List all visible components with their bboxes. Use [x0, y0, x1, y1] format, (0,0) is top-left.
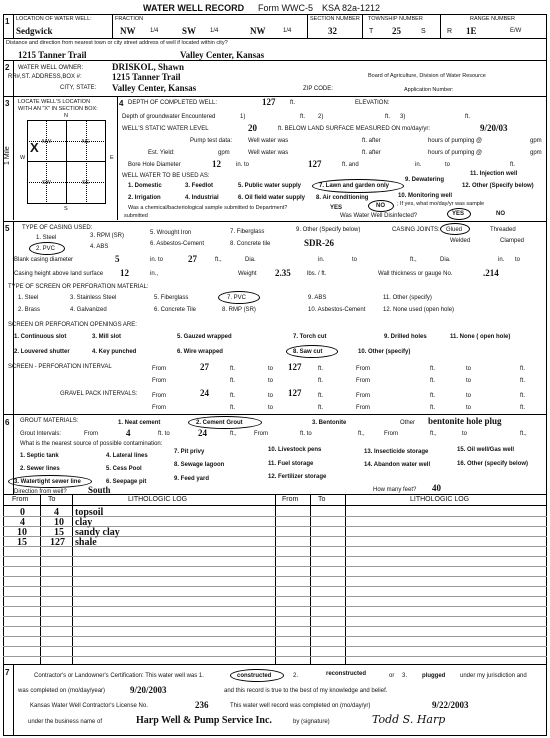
cert-constructed-oval: [230, 669, 284, 682]
record-date-value: 9/22/2003: [432, 700, 469, 710]
log-row-desc: topsoil: [75, 507, 104, 518]
log-row-desc: clay: [75, 517, 93, 528]
location-label: LOCATION OF WATER WELL:: [16, 16, 92, 22]
log-row-to: 4: [54, 507, 59, 518]
section-number-7: 7: [5, 668, 10, 677]
section-number-6: 6: [5, 418, 10, 427]
grout-cement: 2. Cement Grout: [196, 420, 243, 426]
signature: Todd S. Harp: [372, 713, 446, 726]
fraction-2: SW: [182, 26, 197, 36]
distance-label: Distance and direction from nearest town or city street address of well if located within city?: [6, 40, 228, 46]
log-row-to: 10: [54, 517, 64, 528]
log-header-from: From: [12, 496, 29, 503]
log-row-from: 0: [20, 507, 25, 518]
section-number-1: 1: [5, 17, 10, 26]
township-label: TOWNSHIP NUMBER: [368, 16, 423, 22]
depth-value: 127: [262, 97, 276, 107]
owner-label: WATER WELL OWNER:: [18, 65, 84, 71]
owner-value: DRISKOL, Shawn: [112, 62, 185, 72]
rr-label: RR#,ST. ADDRESS,BOX #:: [8, 74, 82, 80]
disinfected-yes: YES: [452, 211, 465, 217]
direction-value: South: [88, 485, 111, 495]
casing-pvc-oval: [29, 242, 65, 255]
perf-to-value: 127: [288, 362, 302, 372]
log-row-to: 15: [54, 527, 64, 538]
cert-constructed: constructed: [237, 673, 272, 679]
static-level-value: 20: [248, 123, 257, 133]
zip-label: ZIP CODE:: [303, 86, 333, 92]
section-number-5: 5: [5, 224, 10, 233]
locate-label-2: WITH AN "X" IN SECTION BOX:: [18, 106, 98, 112]
distance-value: 1215 Tanner Trail: [18, 50, 87, 60]
gravel-to-value: 127: [288, 388, 302, 398]
distance-value-city: Valley Center, Kansas: [180, 50, 265, 60]
section-number-label: SECTION NUMBER: [310, 16, 360, 22]
log-rule-line: [3, 636, 547, 637]
screen-pvc: 7. PVC: [227, 295, 247, 301]
log-rule-line: [3, 616, 547, 617]
sample-no-oval: [368, 200, 394, 212]
city-label: CITY, STATE:: [60, 85, 97, 91]
form-number: Form WWC-5: [258, 3, 313, 13]
locate-label: LOCATE WELL'S LOCATION: [18, 99, 91, 105]
city-value: Valley Center, Kansas: [112, 83, 197, 93]
log-rule-line: [3, 606, 547, 607]
range-value: 1E: [466, 26, 477, 36]
contam-watertight-sewer-oval: [8, 475, 92, 488]
bore-diameter-value: 12: [212, 159, 221, 169]
grout-to-value: 24: [198, 428, 207, 438]
one-mile-label: 1 Mile: [4, 146, 11, 165]
log-row-from: 10: [17, 527, 27, 538]
well-location-x-mark: X: [30, 140, 39, 155]
log-row-from: 4: [20, 517, 25, 528]
section-number-2: 2: [5, 63, 10, 72]
joints-glued: Glued: [446, 227, 463, 233]
log-row-to: 127: [50, 537, 65, 548]
log-rule-line: [3, 626, 547, 627]
fraction-label: FRACTION: [115, 16, 144, 22]
township-value: 25: [392, 26, 401, 36]
sample-no: NO: [376, 203, 385, 209]
section-number-4: 4: [119, 99, 124, 108]
blank-casing-to-value: 27: [188, 254, 197, 264]
log-row-from: 15: [17, 537, 27, 548]
perf-from-value: 27: [200, 362, 209, 372]
county-value: Sedgwick: [16, 26, 53, 36]
casing-height-value: 12: [120, 268, 129, 278]
use-selected-oval: [312, 179, 404, 193]
log-row-desc: shale: [75, 537, 97, 548]
board-label: Board of Agriculture, Division of Water Resource: [368, 73, 486, 79]
weight-value: 2.35: [275, 268, 291, 278]
log-rule-line: [3, 566, 547, 567]
opening-saw-cut-oval: [286, 345, 338, 358]
log-header-to: To: [48, 496, 56, 503]
fraction-1: NW: [120, 26, 136, 36]
bore-to-value: 127: [308, 159, 322, 169]
log-header-title: LITHOLOGIC LOG: [128, 496, 188, 503]
casing-other-value: SDR-26: [304, 238, 335, 248]
completed-date-value: 9/20/2003: [130, 685, 167, 695]
fraction-3: NW: [250, 26, 266, 36]
ksa-number: KSA 82a-1212: [322, 3, 381, 13]
grout-other-value: bentonite hole plug: [428, 416, 502, 426]
license-value: 236: [195, 700, 209, 710]
business-name-value: Harp Well & Pump Service Inc.: [136, 715, 272, 726]
log-rule-line: [3, 586, 547, 587]
log-row-desc: sandy clay: [75, 527, 120, 538]
static-level-date: 9/20/03: [480, 123, 508, 133]
disinfected-yes-oval: [447, 208, 471, 220]
section-value: 32: [328, 26, 337, 36]
log-rule-line: [3, 656, 547, 657]
opening-saw-cut: 8. Saw cut: [293, 349, 323, 355]
howmany-value: 40: [432, 483, 441, 493]
use-lawn-garden: 7. Lawn and garden only: [319, 183, 390, 189]
log-rule-line: [3, 646, 547, 647]
log-rule-line: [3, 556, 547, 557]
blank-casing-dia-value: 5: [115, 254, 120, 264]
contam-watertight-sewer: 3. Watertight sewer line: [14, 479, 81, 485]
grout-from-value: 4: [126, 428, 131, 438]
casing-pvc: 2. PVC: [36, 246, 56, 252]
rr-value: 1215 Tanner Trail: [112, 72, 181, 82]
form-title: WATER WELL RECORD: [143, 3, 245, 13]
section-number-3: 3: [5, 99, 10, 108]
screen-pvc-oval: [218, 291, 260, 304]
gravel-from-value: 24: [200, 388, 209, 398]
wall-thickness-value: .214: [483, 268, 499, 278]
log-rule-line: [3, 596, 547, 597]
log-rule-line: [3, 576, 547, 577]
range-label: RANGE NUMBER: [470, 16, 515, 22]
application-label: Application Number:: [404, 87, 454, 93]
joints-glued-oval: [440, 223, 470, 235]
